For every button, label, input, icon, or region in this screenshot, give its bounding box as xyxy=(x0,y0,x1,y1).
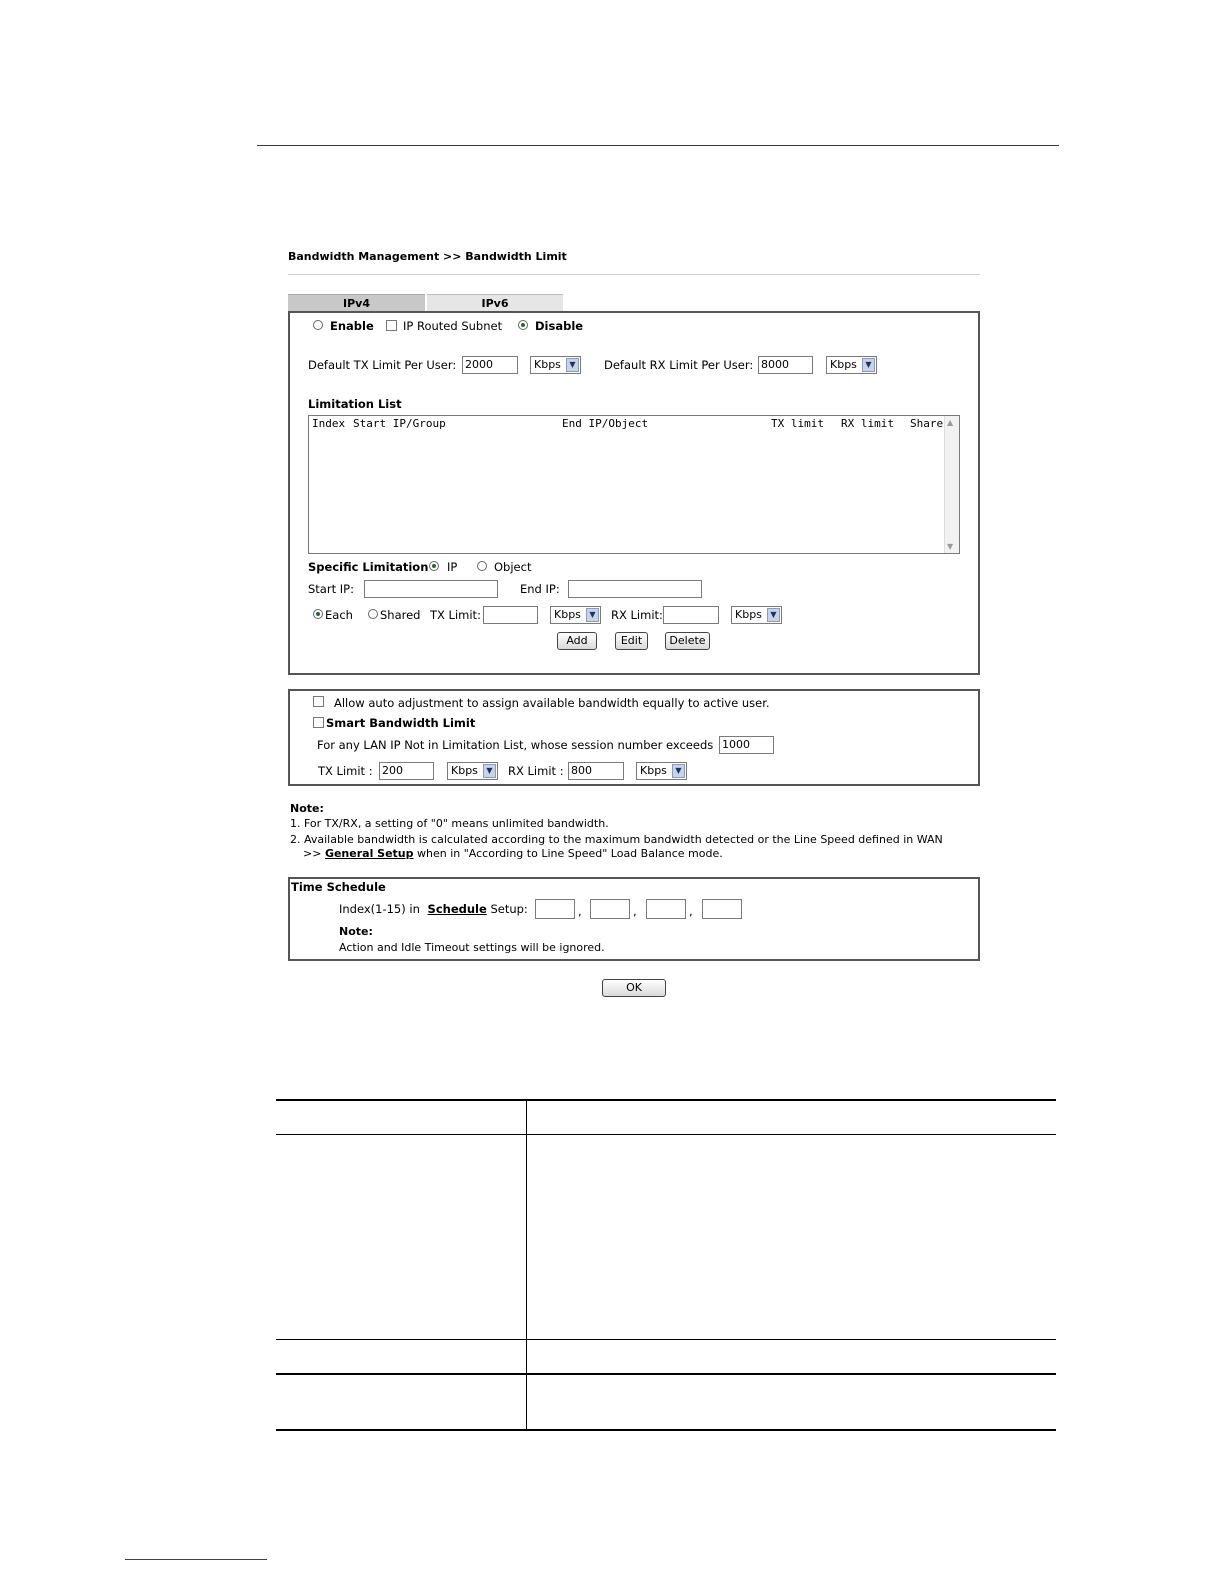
default-tx-unit-select[interactable] xyxy=(530,356,581,374)
shared-label: Shared xyxy=(380,608,421,622)
smart-tx-input[interactable]: 200 xyxy=(379,762,434,780)
default-tx-unit-value: Kbps xyxy=(534,358,561,371)
smart-rx-input[interactable]: 800 xyxy=(568,762,624,780)
default-tx-input[interactable]: 2000 xyxy=(462,356,518,374)
smart-tx-label: TX Limit : xyxy=(318,764,373,778)
table-row-rule xyxy=(276,1373,1056,1375)
smart-rx-unit-select[interactable] xyxy=(636,762,687,780)
scroll-up-icon[interactable]: ▲ xyxy=(947,418,954,427)
schedule-note-title: Note: xyxy=(339,925,373,938)
list-header-start: Start IP/Group xyxy=(353,417,446,430)
table-row-rule xyxy=(276,1339,1056,1340)
session-input[interactable]: 1000 xyxy=(719,736,774,754)
ip-routed-subnet-checkbox[interactable] xyxy=(386,320,397,331)
specific-rx-input[interactable] xyxy=(663,606,719,624)
table-bottom-rule xyxy=(276,1429,1056,1431)
schedule-note-text: Action and Idle Timeout settings will be ignored. xyxy=(339,941,605,954)
schedule-sep-3: , xyxy=(689,904,693,918)
delete-button[interactable]: Delete xyxy=(665,632,710,650)
smart-bandwidth-checkbox[interactable] xyxy=(313,717,324,728)
shared-radio[interactable] xyxy=(368,609,378,619)
tab-ipv6[interactable]: IPv6 xyxy=(427,294,563,313)
table-top-rule xyxy=(276,1099,1056,1101)
breadcrumb: Bandwidth Management >> Bandwidth Limit xyxy=(288,250,567,263)
smart-bandwidth-label: Smart Bandwidth Limit xyxy=(326,716,476,730)
default-rx-unit-value: Kbps xyxy=(830,358,857,371)
specific-tx-unit-value: Kbps xyxy=(554,608,581,621)
table-column-divider xyxy=(526,1100,527,1430)
list-header-index: Index xyxy=(312,417,346,430)
chevron-down-icon: ▼ xyxy=(672,764,685,778)
ok-button[interactable]: OK xyxy=(602,979,666,997)
specific-tx-input[interactable] xyxy=(483,606,538,624)
specific-rx-unit-value: Kbps xyxy=(735,608,762,621)
specific-tx-unit-select[interactable] xyxy=(550,606,601,624)
schedule-sep-1: , xyxy=(578,904,582,918)
specific-ip-radio[interactable] xyxy=(429,561,439,571)
schedule-index-1[interactable] xyxy=(535,899,575,919)
limitation-list[interactable] xyxy=(308,415,960,554)
note-line-3-prefix: >> xyxy=(303,847,322,860)
disable-label: Disable xyxy=(535,319,584,333)
scroll-down-icon[interactable]: ▼ xyxy=(947,542,954,551)
limitation-list-title: Limitation List xyxy=(308,397,402,411)
specific-rx-unit-select[interactable] xyxy=(731,606,782,624)
list-header-share: Share xyxy=(910,417,944,430)
default-rx-unit-select[interactable] xyxy=(826,356,877,374)
note-line-3 xyxy=(303,847,723,860)
schedule-link[interactable]: Schedule xyxy=(427,902,487,916)
session-text: For any LAN IP Not in Limitation List, whose session number exceeds xyxy=(317,738,714,752)
schedule-index-2[interactable] xyxy=(590,899,630,919)
chevron-down-icon: ▼ xyxy=(566,358,579,372)
add-button[interactable]: Add xyxy=(557,632,597,650)
schedule-index-prefix: Index(1-15) in xyxy=(339,902,420,916)
time-schedule-title: Time Schedule xyxy=(291,880,386,894)
auto-adjust-checkbox[interactable] xyxy=(313,696,324,707)
enable-radio[interactable] xyxy=(313,320,323,330)
schedule-index-text xyxy=(339,902,528,916)
start-ip-input[interactable] xyxy=(364,580,498,598)
schedule-index-3[interactable] xyxy=(646,899,686,919)
chevron-down-icon: ▼ xyxy=(483,764,496,778)
specific-rx-label: RX Limit: xyxy=(611,608,663,622)
schedule-index-4[interactable] xyxy=(702,899,742,919)
page-header-rule xyxy=(257,145,1059,146)
chevron-down-icon: ▼ xyxy=(586,608,599,622)
each-label: Each xyxy=(325,608,353,622)
specific-object-label: Object xyxy=(494,560,532,574)
specific-object-radio[interactable] xyxy=(477,561,487,571)
start-ip-label: Start IP: xyxy=(308,582,354,596)
title-divider xyxy=(288,274,980,275)
note-line-3-suffix: when in "According to Line Speed" Load Balance mode. xyxy=(417,847,723,860)
smart-tx-unit-select[interactable] xyxy=(447,762,498,780)
table-header-rule xyxy=(276,1134,1056,1135)
default-tx-label: Default TX Limit Per User: xyxy=(308,358,457,372)
end-ip-input[interactable] xyxy=(568,580,702,598)
each-radio[interactable] xyxy=(313,609,323,619)
note-title: Note: xyxy=(290,802,324,815)
schedule-index-suffix: Setup: xyxy=(490,902,528,916)
enable-label: Enable xyxy=(330,319,374,333)
default-rx-input[interactable]: 8000 xyxy=(758,356,813,374)
ip-routed-subnet-label: IP Routed Subnet xyxy=(403,319,503,333)
specific-ip-label: IP xyxy=(447,560,458,574)
chevron-down-icon: ▼ xyxy=(862,358,875,372)
auto-adjust-label: Allow auto adjustment to assign available bandwidth equally to active user. xyxy=(334,696,770,710)
specific-limitation-title: Specific Limitation xyxy=(308,560,429,574)
footer-rule xyxy=(125,1559,267,1560)
schedule-sep-2: , xyxy=(633,904,637,918)
edit-button[interactable]: Edit xyxy=(615,632,648,650)
smart-rx-label: RX Limit : xyxy=(508,764,564,778)
list-header-rx: RX limit xyxy=(841,417,894,430)
specific-tx-label: TX Limit: xyxy=(430,608,481,622)
chevron-down-icon: ▼ xyxy=(767,608,780,622)
end-ip-label: End IP: xyxy=(520,582,560,596)
default-rx-label: Default RX Limit Per User: xyxy=(604,358,754,372)
note-line-2: 2. Available bandwidth is calculated according to the maximum bandwidth detected or the Line Speed defined in WAN xyxy=(290,833,943,846)
note-line-1: 1. For TX/RX, a setting of "0" means unlimited bandwidth. xyxy=(290,817,609,830)
tab-ipv4[interactable]: IPv4 xyxy=(288,294,425,313)
list-header-tx: TX limit xyxy=(771,417,824,430)
list-header-end: End IP/Object xyxy=(562,417,649,430)
smart-rx-unit-value: Kbps xyxy=(640,764,667,777)
disable-radio[interactable] xyxy=(518,320,528,330)
general-setup-link[interactable]: General Setup xyxy=(324,847,414,860)
smart-tx-unit-value: Kbps xyxy=(451,764,478,777)
list-scrollbar[interactable] xyxy=(944,416,959,553)
